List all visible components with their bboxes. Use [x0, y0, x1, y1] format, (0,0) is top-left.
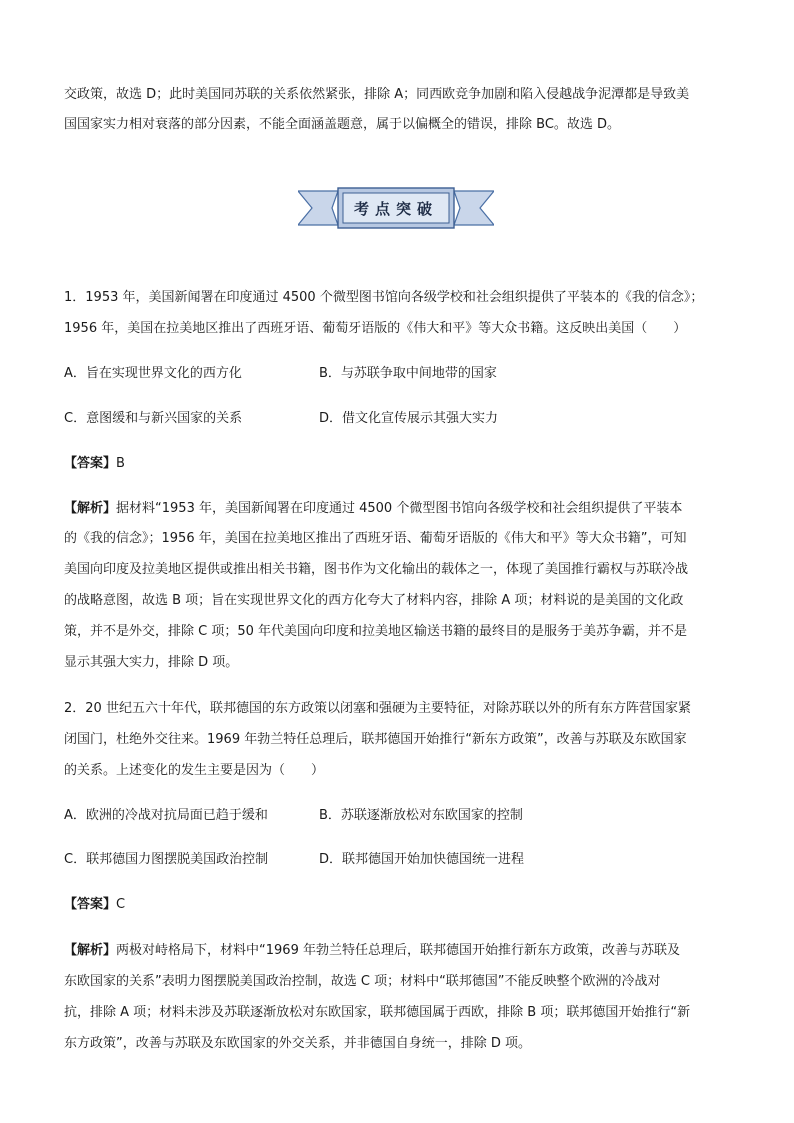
intro-line: 交政策，故选 D；此时美国同苏联的关系依然紧张，排除 A；同西欧竞争加剧和陷入侵越战争泥潭都是导致美 — [64, 87, 690, 102]
section-banner — [298, 185, 494, 231]
answer-label: 【答案】 — [64, 456, 117, 471]
option-a: A．旨在实现世界文化的西方化 — [64, 366, 242, 381]
answer — [64, 455, 125, 473]
option-b: B．与苏联争取中间地带的国家 — [319, 366, 497, 381]
analysis-line: 东欧国家的关系”表明力图摆脱美国政治控制，故选 C 项；材料中“联邦德国”不能反映整个欧洲的冷战对 — [64, 974, 661, 989]
option-d: D．联邦德国开始加快德国统一进程 — [319, 852, 525, 867]
analysis-text: 据材料“1953 年，美国新闻署在印度通过 4500 个微型图书馆向各级学校和社会组织提供了平装本 — [116, 501, 683, 516]
question-stem: 的关系。上述变化的发生主要是因为（ ） — [64, 763, 325, 778]
analysis-label: 【解析】 — [64, 943, 117, 958]
answer-value: C — [116, 897, 126, 912]
banner-title: 考点突破 — [353, 199, 438, 218]
question-stem: 1956 年，美国在拉美地区推出了西班牙语、葡萄牙语版的《伟大和平》等大众书籍。这反映出美国（ ） — [64, 321, 687, 336]
analysis-line — [64, 500, 682, 518]
question-stem: 闭国门，杜绝外交往来。1969 年勃兰特任总理后，联邦德国开始推行“新东方政策”，改善与苏联及东欧国家 — [64, 732, 687, 747]
analysis-line: 的战略意图，故选 B 项；旨在实现世界文化的西方化夸大了材料内容，排除 A 项；材料说的是美国的文化政 — [64, 593, 684, 608]
answer-value: B — [116, 456, 125, 471]
option-a: A．欧洲的冷战对抗局面已趋于缓和 — [64, 808, 268, 823]
analysis-line: 的《我的信念》；1956 年，美国在拉美地区推出了西班牙语、葡萄牙语版的《伟大和平》等大众书籍”，可知 — [64, 531, 687, 546]
answer — [64, 896, 125, 914]
analysis-line: 策，并不是外交，排除 C 项；50 年代美国向印度和拉美地区输送书籍的最终目的是服务于美苏争霸，并不是 — [64, 624, 688, 639]
analysis-line — [64, 942, 680, 960]
analysis-line: 显示其强大实力，排除 D 项。 — [64, 655, 239, 670]
question-stem: 2．20 世纪五六十年代，联邦德国的东方政策以闭塞和强硬为主要特征，对除苏联以外的所有东方阵营国家紧 — [64, 701, 691, 716]
analysis-line: 美国向印度及拉美地区提供或推出相关书籍，图书作为文化输出的载体之一，体现了美国推行霸权与苏联冷战 — [64, 562, 689, 577]
answer-label: 【答案】 — [64, 897, 117, 912]
option-b: B．苏联逐渐放松对东欧国家的控制 — [319, 808, 523, 823]
question-stem: 1．1953 年，美国新闻署在印度通过 4500 个微型图书馆向各级学校和社会组织提供了平装本的《我的信念》； — [64, 290, 704, 305]
option-c: C．联邦德国力图摆脱美国政治控制 — [64, 852, 269, 867]
analysis-label: 【解析】 — [64, 501, 117, 516]
intro-line: 国国家实力相对衰落的部分因素，不能全面涵盖题意，属于以偏概全的错误，排除 BC。故选 D。 — [64, 117, 621, 132]
analysis-line: 抗，排除 A 项；材料未涉及苏联逐渐放松对东欧国家，联邦德国属于西欧，排除 B 项；联邦德国开始推行“新 — [64, 1005, 691, 1020]
analysis-line: 东方政策”，改善与苏联及东欧国家的外交关系，并非德国自身统一，排除 D 项。 — [64, 1036, 532, 1051]
option-d: D．借文化宣传展示其强大实力 — [319, 411, 499, 426]
analysis-text: 两极对峙格局下，材料中“1969 年勃兰特任总理后，联邦德国开始推行新东方政策，改善与苏联及 — [116, 943, 680, 958]
option-c: C．意图缓和与新兴国家的关系 — [64, 411, 243, 426]
